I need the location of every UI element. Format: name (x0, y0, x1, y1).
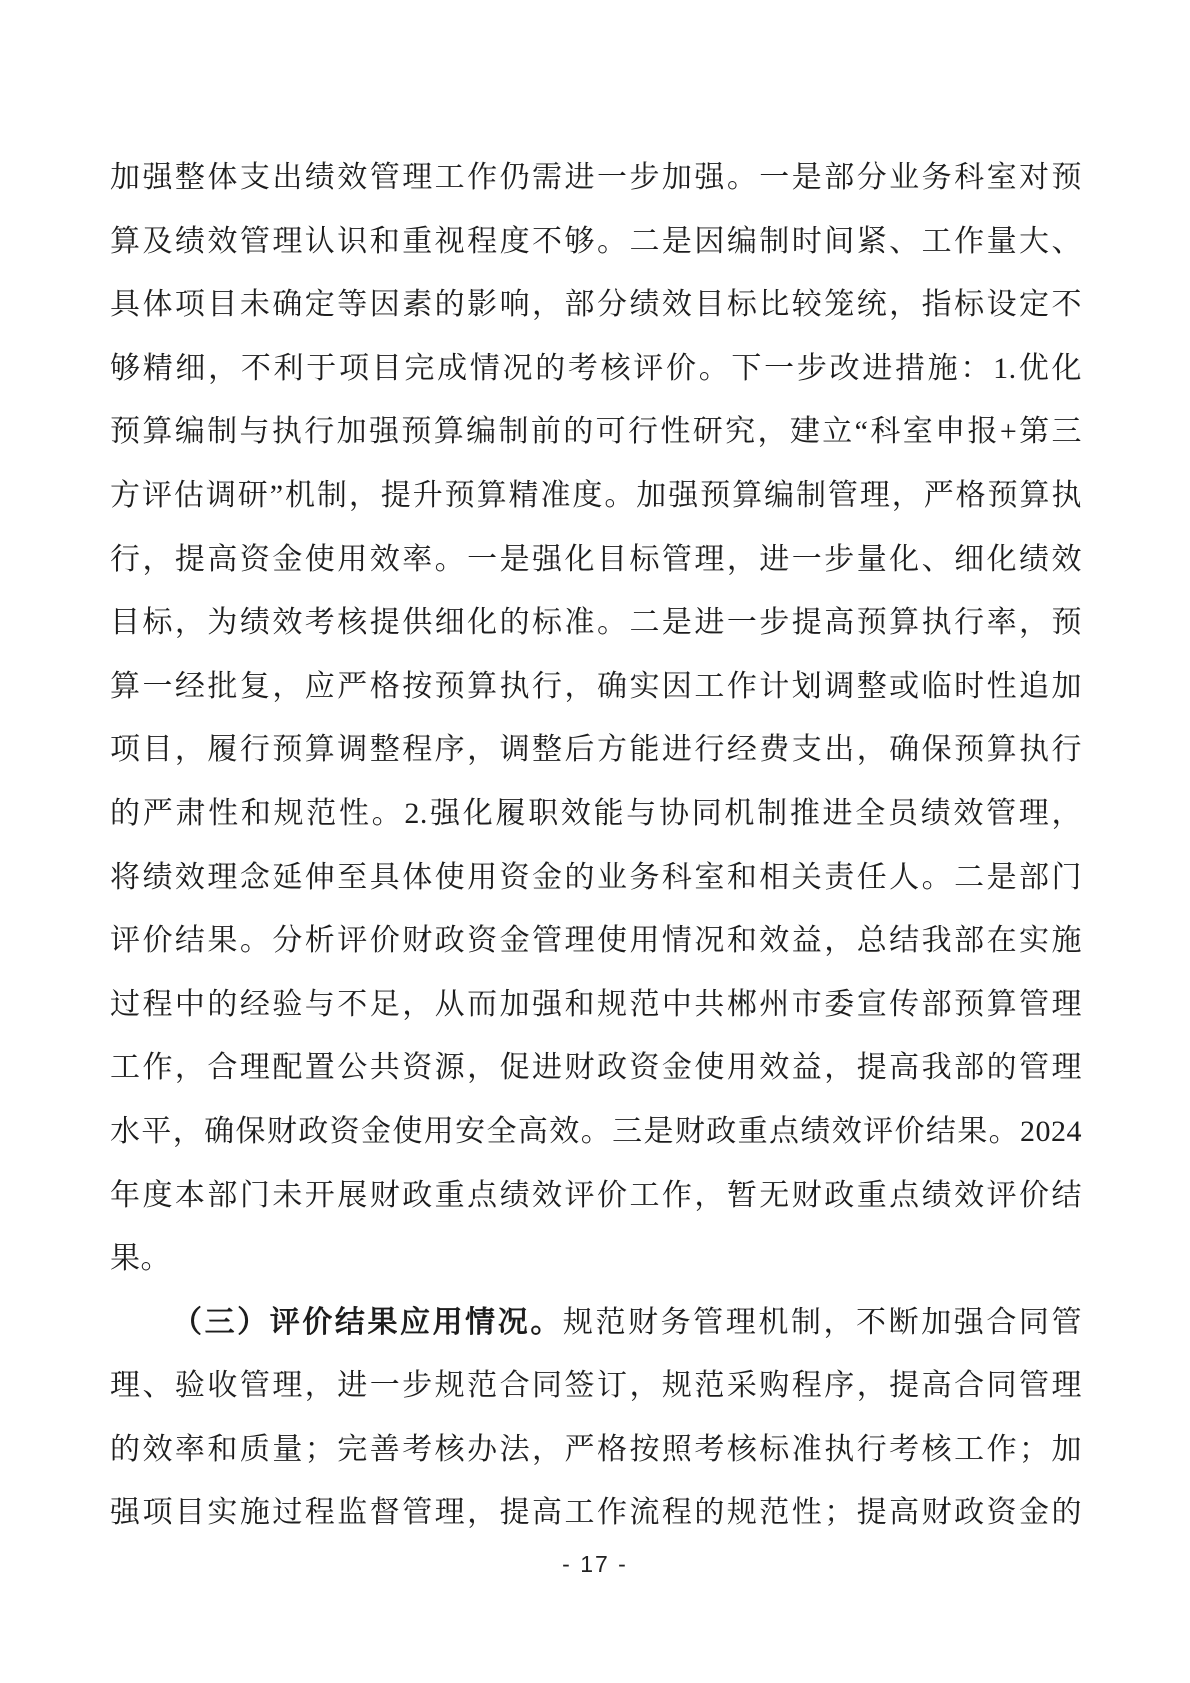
paragraph-line: 理、验收管理，进一步规范合同签订，规范采购程序，提高合同管理 (110, 1369, 1082, 1403)
paragraph-line: 预算编制与执行加强预算编制前的可行性研究，建立“科室申报+第三 (110, 415, 1082, 449)
paragraph-line: 方评估调研”机制，提升预算精准度。加强预算编制管理，严格预算执 (110, 478, 1082, 512)
paragraph-line: 果。 (110, 1242, 171, 1276)
paragraph-line: 目标，为绩效考核提供细化的标准。二是进一步提高预算执行率，预 (110, 606, 1082, 640)
paragraph-line: 评价结果。分析评价财政资金管理使用情况和效益，总结我部在实施 (110, 924, 1082, 958)
paragraph-line: 算及绩效管理认识和重视程度不够。二是因编制时间紧、工作量大、 (110, 224, 1082, 258)
paragraph-line: 年度本部门未开展财政重点绩效评价工作，暂无财政重点绩效评价结 (110, 1178, 1082, 1212)
paragraph-line: 过程中的经验与不足，从而加强和规范中共郴州市委宣传部预算管理 (110, 987, 1082, 1021)
section-heading-rest: 规范财务管理机制，不断加强合同管 (562, 1305, 1083, 1339)
paragraph-line: 的严肃性和规范性。2.强化履职效能与协同机制推进全员绩效管理， (110, 796, 1082, 830)
paragraph-line: 强项目实施过程监督管理，提高工作流程的规范性；提高财政资金的 (110, 1496, 1082, 1530)
paragraph-line: 将绩效理念延伸至具体使用资金的业务科室和相关责任人。二是部门 (110, 860, 1082, 894)
paragraph-line: 加强整体支出绩效管理工作仍需进一步加强。一是部分业务科室对预 (110, 161, 1082, 194)
paragraph-line: 具体项目未确定等因素的影响，部分绩效目标比较笼统，指标设定不 (110, 288, 1082, 322)
section-heading-line (110, 1291, 1082, 1355)
paragraph-line: 算一经批复，应严格按预算执行，确实因工作计划调整或临时性追加 (110, 669, 1082, 703)
paragraph-line: 工作，合理配置公共资源，促进财政资金使用效益，提高我部的管理 (110, 1051, 1082, 1085)
paragraph-line: 项目，履行预算调整程序，调整后方能进行经费支出，确保预算执行 (110, 733, 1082, 767)
paragraph-line: 的效率和质量；完善考核办法，严格按照考核标准执行考核工作；加 (110, 1432, 1082, 1466)
paragraph-line: 够精细，不利于项目完成情况的考核评价。下一步改进措施：1.优化 (110, 351, 1082, 385)
page-number: - 17 - (562, 1551, 628, 1577)
paragraph-line: 行，提高资金使用效率。一是强化目标管理，进一步量化、细化绩效 (110, 542, 1082, 576)
document-body (110, 146, 1082, 1545)
paragraph-line: 水平，确保财政资金使用安全高效。三是财政重点绩效评价结果。2024 (110, 1114, 1082, 1148)
section-heading: （三）评价结果应用情况。 (172, 1305, 563, 1339)
